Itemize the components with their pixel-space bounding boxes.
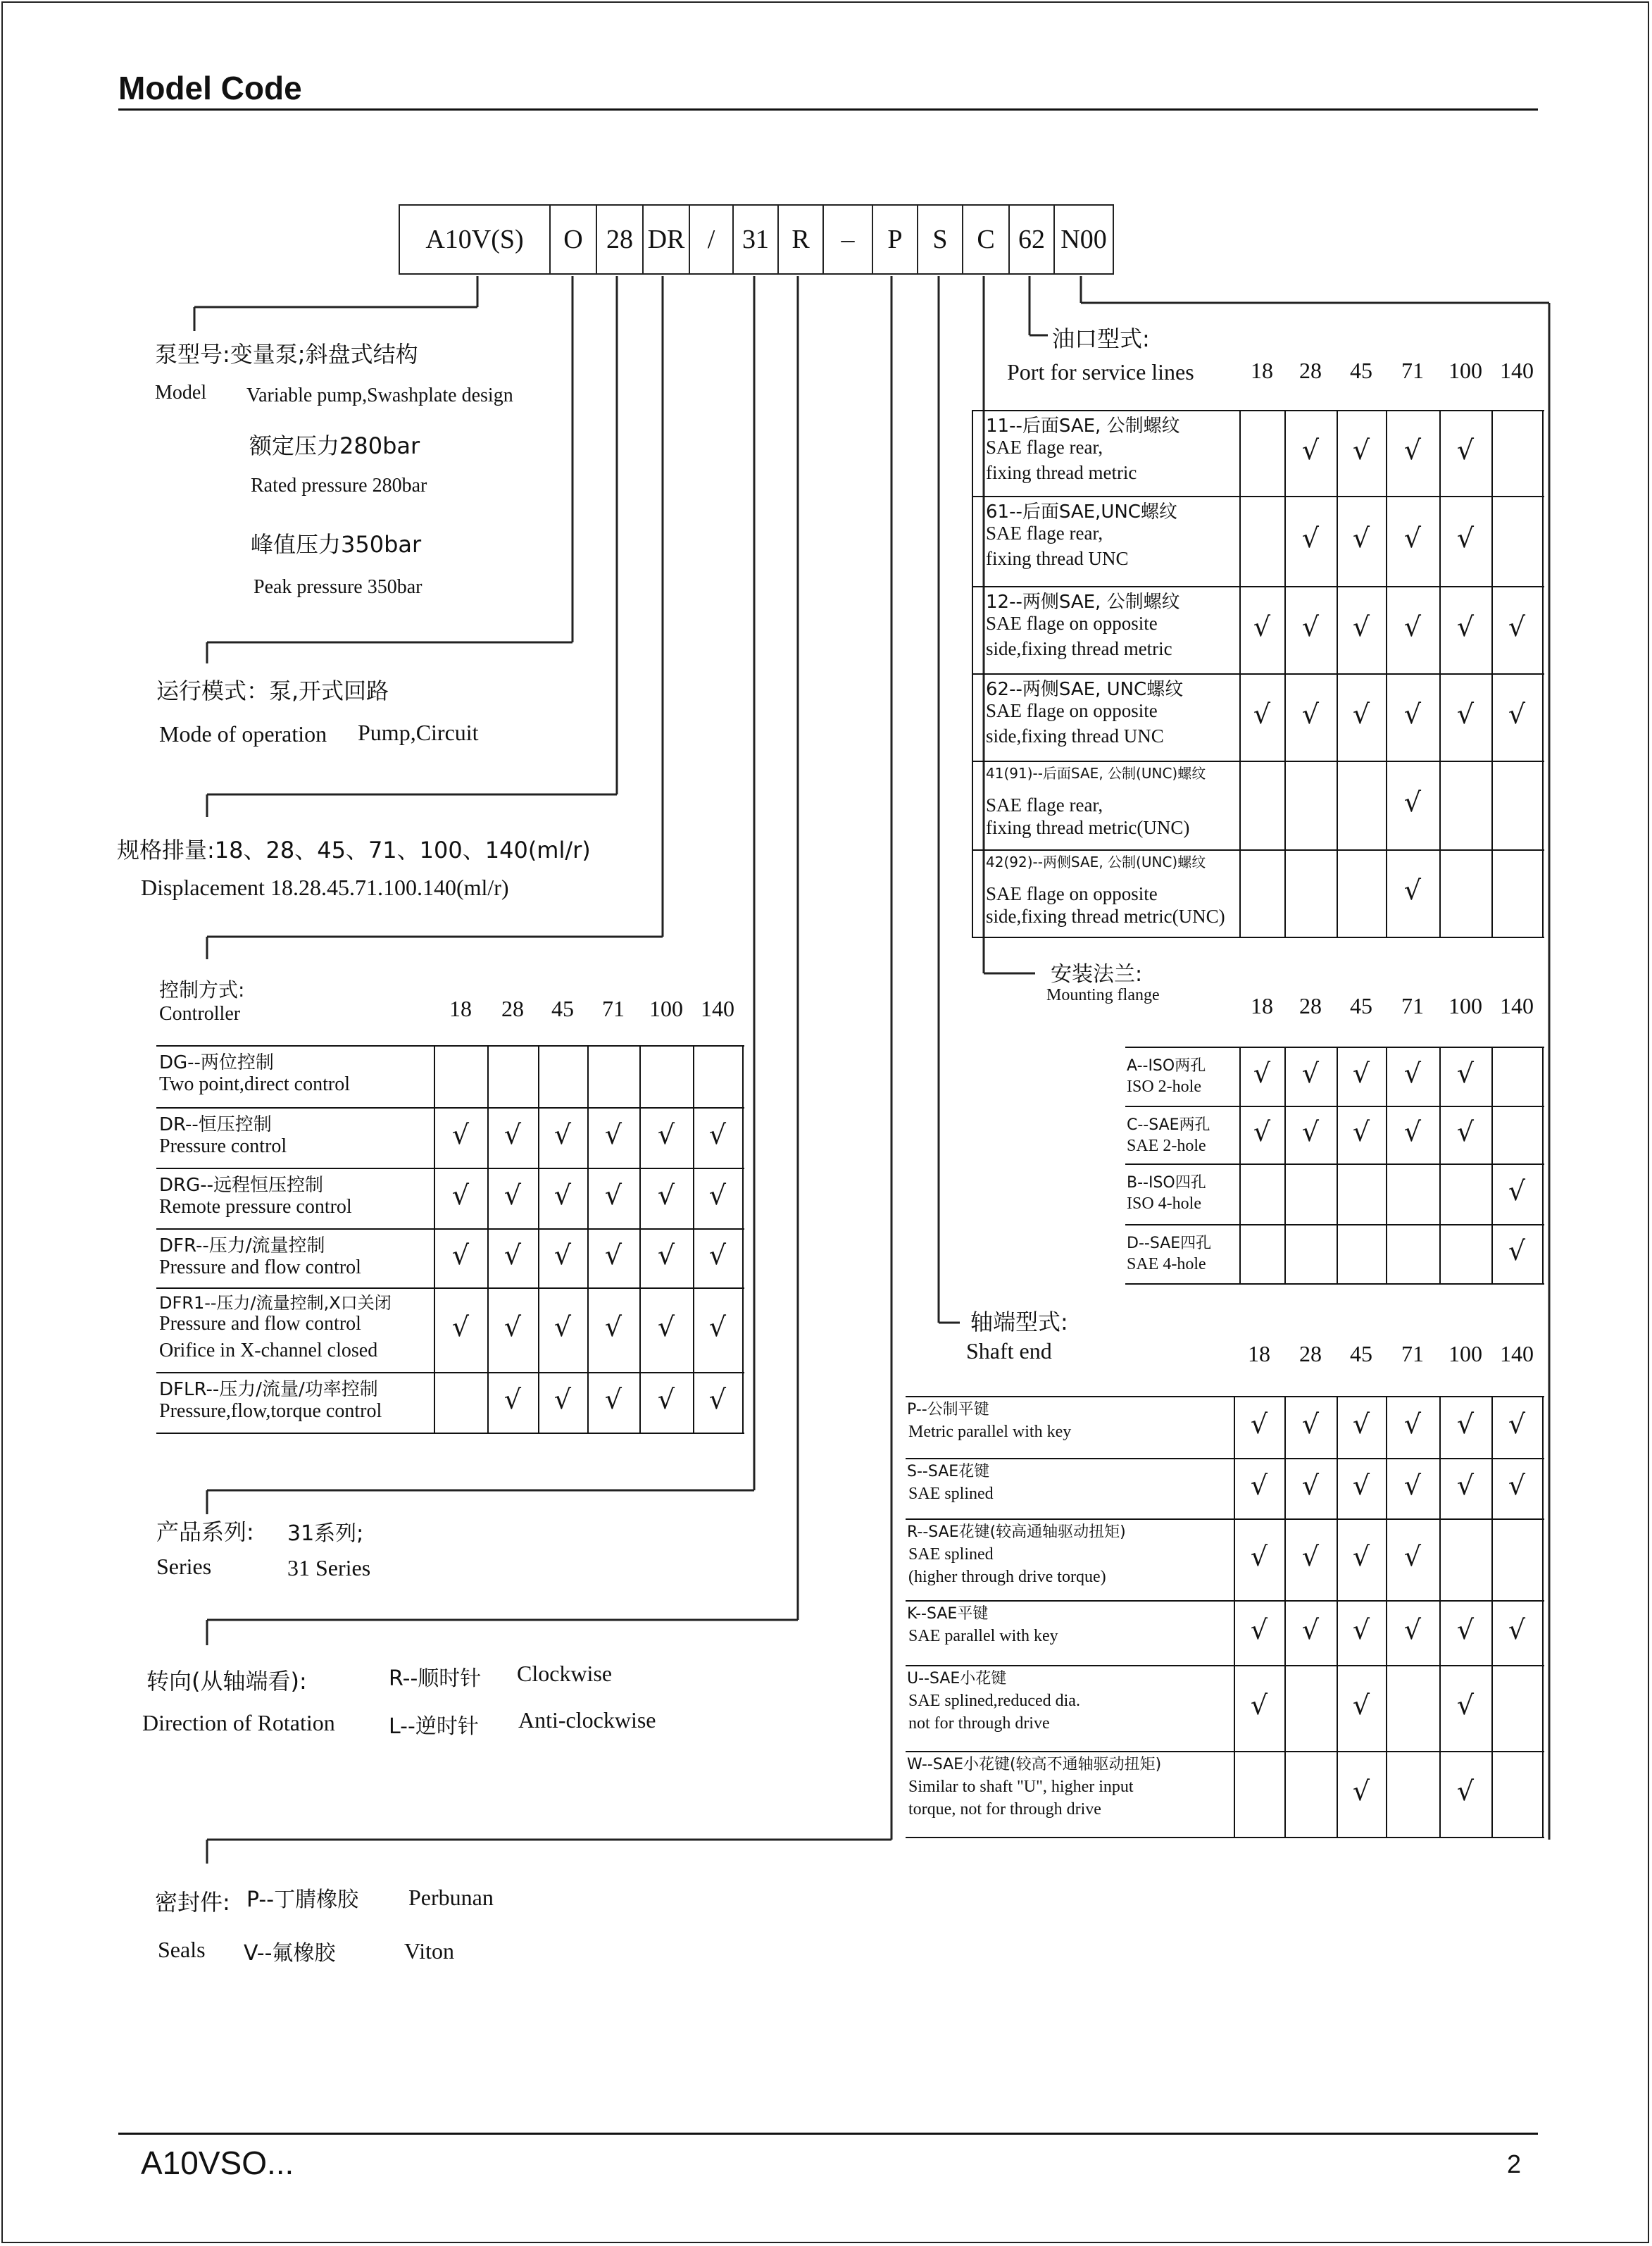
code-box: / bbox=[689, 204, 734, 275]
flange-row-rule bbox=[1125, 1163, 1544, 1165]
series-value-cn: 31系列; bbox=[287, 1521, 364, 1546]
shaft-title-cn: 轴端型式: bbox=[970, 1309, 1068, 1335]
port-row-desc-2: side,fixing thread UNC bbox=[986, 725, 1164, 747]
shaft-row-code: P--公制平键 bbox=[907, 1401, 989, 1418]
shaft-row-desc-2: (higher through drive torque) bbox=[908, 1568, 1106, 1586]
operation-value-en: Pump,Circuit bbox=[358, 720, 479, 745]
shaft-col-rule bbox=[1386, 1396, 1387, 1838]
controller-check-mark: √ bbox=[604, 1311, 622, 1342]
port-check-mark: √ bbox=[1508, 699, 1526, 730]
operation-label-en: Mode of operation bbox=[159, 721, 327, 747]
flange-size-label: 45 bbox=[1350, 993, 1372, 1018]
shaft-col-rule bbox=[1284, 1396, 1286, 1838]
flange-title-cn: 安装法兰: bbox=[1051, 962, 1143, 987]
flange-check-mark: √ bbox=[1301, 1058, 1320, 1089]
port-check-mark: √ bbox=[1403, 787, 1422, 818]
page-number: 2 bbox=[1507, 2150, 1522, 2178]
port-col-rule bbox=[1491, 410, 1493, 938]
port-col-rule bbox=[1386, 410, 1387, 938]
seals-label-en: Seals bbox=[158, 1937, 206, 1962]
port-row-desc: SAE flage on opposite bbox=[986, 700, 1158, 721]
controller-check-mark: √ bbox=[451, 1119, 470, 1150]
controller-check-mark: √ bbox=[657, 1311, 675, 1342]
flange-size-label: 100 bbox=[1448, 993, 1482, 1018]
controller-check-mark: √ bbox=[657, 1384, 675, 1415]
shaft-row-desc: Similar to shaft "U", higher input bbox=[908, 1778, 1134, 1796]
controller-check-mark: √ bbox=[503, 1119, 522, 1150]
port-row-code: 11--后面SAE, 公制螺纹 bbox=[986, 416, 1180, 437]
port-size-label: 28 bbox=[1299, 358, 1322, 383]
shaft-check-mark: √ bbox=[1456, 1614, 1475, 1645]
controller-row-desc-2: Orifice in X-channel closed bbox=[159, 1340, 378, 1361]
flange-check-mark: √ bbox=[1352, 1058, 1370, 1089]
controller-row-desc: Two point,direct control bbox=[159, 1073, 350, 1095]
controller-check-mark: √ bbox=[657, 1119, 675, 1150]
shaft-check-mark: √ bbox=[1352, 1541, 1370, 1572]
port-size-label: 45 bbox=[1350, 358, 1372, 383]
port-title-cn: 油口型式: bbox=[1052, 325, 1150, 352]
port-col-rule bbox=[1542, 410, 1544, 938]
flange-row-code: B--ISO四孔 bbox=[1127, 1174, 1206, 1192]
port-row-desc: SAE flage rear, bbox=[986, 523, 1103, 544]
controller-row-code: DR--恒压控制 bbox=[159, 1114, 272, 1135]
port-check-mark: √ bbox=[1301, 523, 1320, 554]
controller-col-rule bbox=[639, 1045, 641, 1434]
port-row-desc-2: fixing thread metric bbox=[986, 462, 1137, 483]
model-label-en: Model bbox=[155, 382, 207, 404]
port-check-mark: √ bbox=[1301, 435, 1320, 466]
controller-row-code: DG--两位控制 bbox=[159, 1052, 274, 1073]
shaft-row-desc: Metric parallel with key bbox=[908, 1423, 1072, 1441]
controller-check-mark: √ bbox=[708, 1180, 727, 1211]
shaft-col-rule bbox=[1439, 1396, 1441, 1838]
series-label-en: Series bbox=[156, 1554, 212, 1579]
code-box: S bbox=[917, 204, 963, 275]
shaft-check-mark: √ bbox=[1352, 1776, 1370, 1807]
shaft-row-code: R--SAE花键(较高通轴驱动扭矩) bbox=[907, 1523, 1126, 1541]
flange-check-mark: √ bbox=[1253, 1116, 1271, 1147]
model-desc-en: Variable pump,Swashplate design bbox=[246, 385, 513, 406]
flange-check-mark: √ bbox=[1456, 1116, 1475, 1147]
flange-check-mark: √ bbox=[1253, 1058, 1271, 1089]
controller-row-rule bbox=[156, 1372, 744, 1373]
controller-row-code: DFR1--压力/流量控制,X口关闭 bbox=[159, 1293, 392, 1313]
operation-label-cn: 运行模式：泵,开式回路 bbox=[156, 678, 389, 704]
controller-size-label: 18 bbox=[449, 996, 472, 1021]
flange-row-code: C--SAE两孔 bbox=[1127, 1116, 1210, 1134]
code-box: 31 bbox=[732, 204, 779, 275]
code-box: – bbox=[822, 204, 873, 275]
flange-row-code: A--ISO两孔 bbox=[1127, 1057, 1206, 1075]
shaft-check-mark: √ bbox=[1456, 1470, 1475, 1501]
shaft-row-rule bbox=[906, 1396, 1544, 1397]
shaft-col-rule bbox=[1542, 1396, 1544, 1838]
port-size-label: 18 bbox=[1251, 358, 1273, 383]
shaft-check-mark: √ bbox=[1403, 1409, 1422, 1440]
port-size-label: 71 bbox=[1401, 358, 1424, 383]
shaft-size-label: 140 bbox=[1500, 1341, 1534, 1366]
code-box: A10V(S) bbox=[399, 204, 551, 275]
port-row-desc-2: side,fixing thread metric bbox=[986, 638, 1172, 659]
port-check-mark: √ bbox=[1403, 435, 1422, 466]
shaft-size-label: 28 bbox=[1299, 1341, 1322, 1366]
shaft-check-mark: √ bbox=[1508, 1614, 1526, 1645]
flange-row-desc: SAE 4-hole bbox=[1127, 1255, 1206, 1273]
code-box: 28 bbox=[596, 204, 644, 275]
shaft-row-desc-2: not for through drive bbox=[908, 1714, 1050, 1733]
rotation-r-cn: R--顺时针 bbox=[389, 1666, 482, 1691]
shaft-check-mark: √ bbox=[1403, 1470, 1422, 1501]
flange-check-mark: √ bbox=[1508, 1175, 1526, 1206]
shaft-check-mark: √ bbox=[1301, 1470, 1320, 1501]
port-col-rule bbox=[1337, 410, 1338, 938]
shaft-check-mark: √ bbox=[1301, 1541, 1320, 1572]
port-row-code: 41(91)--后面SAE, 公制(UNC)螺纹 bbox=[986, 765, 1206, 782]
port-row-desc-2: fixing thread metric(UNC) bbox=[986, 817, 1190, 838]
code-box: N00 bbox=[1053, 204, 1114, 275]
shaft-size-label: 71 bbox=[1401, 1341, 1424, 1366]
port-row-desc: SAE flage rear, bbox=[986, 794, 1103, 816]
controller-size-label: 71 bbox=[602, 996, 625, 1021]
controller-row-desc: Pressure,flow,torque control bbox=[159, 1400, 382, 1422]
flange-col-rule bbox=[1284, 1047, 1286, 1285]
shaft-row-desc: SAE splined bbox=[908, 1485, 994, 1503]
flange-title-en: Mounting flange bbox=[1046, 986, 1160, 1004]
displacement-label-en: Displacement 18.28.45.71.100.140(ml/r) bbox=[141, 875, 509, 900]
shaft-col-rule bbox=[1337, 1396, 1338, 1838]
controller-row-desc: Pressure and flow control bbox=[159, 1313, 361, 1335]
shaft-check-mark: √ bbox=[1352, 1690, 1370, 1721]
code-box: C bbox=[962, 204, 1010, 275]
port-check-mark: √ bbox=[1403, 611, 1422, 642]
shaft-check-mark: √ bbox=[1508, 1409, 1526, 1440]
rotation-label-en: Direction of Rotation bbox=[142, 1710, 335, 1735]
controller-check-mark: √ bbox=[604, 1119, 622, 1150]
shaft-check-mark: √ bbox=[1250, 1541, 1268, 1572]
port-row-desc: SAE flage rear, bbox=[986, 437, 1103, 458]
port-check-mark: √ bbox=[1456, 699, 1475, 730]
seals-v-cn: V--氟橡胶 bbox=[244, 1941, 336, 1966]
port-row-desc-2: side,fixing thread metric(UNC) bbox=[986, 906, 1225, 927]
controller-check-mark: √ bbox=[708, 1311, 727, 1342]
port-row-desc: SAE flage on opposite bbox=[986, 883, 1158, 904]
footer-rule bbox=[118, 2133, 1538, 2135]
controller-title-en: Controller bbox=[159, 1003, 241, 1025]
controller-check-mark: √ bbox=[553, 1180, 572, 1211]
port-col-rule bbox=[972, 410, 973, 938]
rotation-r-en: Clockwise bbox=[517, 1661, 613, 1686]
seals-p-en: Perbunan bbox=[408, 1885, 494, 1910]
port-col-rule bbox=[1239, 410, 1241, 938]
controller-col-rule bbox=[587, 1045, 589, 1434]
controller-size-label: 45 bbox=[551, 996, 574, 1021]
port-title-en: Port for service lines bbox=[1007, 359, 1194, 385]
controller-row-code: DFLR--压力/流量/功率控制 bbox=[159, 1379, 378, 1400]
controller-col-rule bbox=[538, 1045, 539, 1434]
controller-col-rule bbox=[434, 1045, 435, 1434]
flange-size-label: 18 bbox=[1251, 993, 1273, 1018]
controller-row-rule bbox=[156, 1107, 744, 1109]
port-row-code: 42(92)--两侧SAE, 公制(UNC)螺纹 bbox=[986, 854, 1206, 871]
flange-row-rule bbox=[1125, 1283, 1544, 1285]
port-check-mark: √ bbox=[1253, 699, 1271, 730]
flange-check-mark: √ bbox=[1352, 1116, 1370, 1147]
port-check-mark: √ bbox=[1352, 523, 1370, 554]
flange-row-rule bbox=[1125, 1224, 1544, 1225]
series-value-en: 31 Series bbox=[287, 1555, 371, 1580]
port-row-desc-2: fixing thread UNC bbox=[986, 548, 1129, 569]
port-check-mark: √ bbox=[1253, 611, 1271, 642]
controller-size-label: 28 bbox=[501, 996, 524, 1021]
flange-check-mark: √ bbox=[1301, 1116, 1320, 1147]
port-check-mark: √ bbox=[1403, 699, 1422, 730]
code-box: R bbox=[777, 204, 824, 275]
flange-check-mark: √ bbox=[1508, 1235, 1526, 1266]
port-row-code: 62--两侧SAE, UNC螺纹 bbox=[986, 679, 1184, 700]
seals-label-cn: 密封件: bbox=[155, 1889, 230, 1916]
controller-check-mark: √ bbox=[604, 1384, 622, 1415]
port-check-mark: √ bbox=[1508, 611, 1526, 642]
shaft-title-en: Shaft end bbox=[966, 1338, 1052, 1364]
displacement-label-cn: 规格排量:18、28、45、71、100、140(ml/r) bbox=[117, 837, 591, 863]
port-check-mark: √ bbox=[1456, 523, 1475, 554]
flange-size-label: 71 bbox=[1401, 993, 1424, 1018]
controller-check-mark: √ bbox=[657, 1240, 675, 1271]
model-label-cn: 泵型号:变量泵;斜盘式结构 bbox=[155, 341, 418, 368]
controller-check-mark: √ bbox=[503, 1384, 522, 1415]
shaft-check-mark: √ bbox=[1456, 1409, 1475, 1440]
controller-row-desc: Pressure and flow control bbox=[159, 1256, 361, 1278]
footer-model: A10VSO... bbox=[141, 2145, 294, 2181]
flange-check-mark: √ bbox=[1403, 1058, 1422, 1089]
shaft-check-mark: √ bbox=[1301, 1409, 1320, 1440]
flange-size-label: 140 bbox=[1500, 993, 1534, 1018]
controller-row-rule bbox=[156, 1045, 744, 1047]
peak-pressure-cn: 峰值压力350bar bbox=[251, 531, 422, 558]
port-col-rule bbox=[1284, 410, 1286, 938]
controller-check-mark: √ bbox=[553, 1384, 572, 1415]
flange-row-rule bbox=[1125, 1047, 1544, 1048]
port-check-mark: √ bbox=[1403, 875, 1422, 906]
port-check-mark: √ bbox=[1352, 611, 1370, 642]
shaft-row-desc: SAE splined,reduced dia. bbox=[908, 1692, 1080, 1710]
flange-col-rule bbox=[1542, 1047, 1544, 1285]
shaft-check-mark: √ bbox=[1301, 1614, 1320, 1645]
controller-row-code: DRG--远程恒压控制 bbox=[159, 1175, 323, 1196]
controller-check-mark: √ bbox=[503, 1240, 522, 1271]
peak-pressure-en: Peak pressure 350bar bbox=[254, 576, 423, 598]
flange-col-rule bbox=[1337, 1047, 1338, 1285]
code-box: P bbox=[872, 204, 918, 275]
shaft-check-mark: √ bbox=[1403, 1614, 1422, 1645]
flange-size-label: 28 bbox=[1299, 993, 1322, 1018]
seals-v-en: Viton bbox=[404, 1938, 454, 1964]
controller-row-desc: Pressure control bbox=[159, 1135, 287, 1157]
controller-title-cn: 控制方式: bbox=[159, 978, 245, 1002]
controller-row-code: DFR--压力/流量控制 bbox=[159, 1235, 325, 1256]
shaft-row-code: W--SAE小花键(较高不通轴驱动扭矩) bbox=[907, 1756, 1162, 1773]
controller-check-mark: √ bbox=[657, 1180, 675, 1211]
shaft-row-rule bbox=[906, 1458, 1544, 1459]
shaft-row-rule bbox=[906, 1837, 1544, 1838]
flange-check-mark: √ bbox=[1403, 1116, 1422, 1147]
controller-col-rule bbox=[693, 1045, 694, 1434]
shaft-check-mark: √ bbox=[1250, 1409, 1268, 1440]
controller-check-mark: √ bbox=[503, 1180, 522, 1211]
shaft-col-rule bbox=[1491, 1396, 1493, 1838]
port-col-rule bbox=[1439, 410, 1441, 938]
flange-row-rule bbox=[1125, 1106, 1544, 1107]
controller-size-label: 140 bbox=[701, 996, 734, 1021]
controller-check-mark: √ bbox=[503, 1311, 522, 1342]
rated-pressure-cn: 额定压力280bar bbox=[249, 432, 420, 459]
shaft-row-desc: SAE splined bbox=[908, 1545, 994, 1564]
controller-check-mark: √ bbox=[708, 1119, 727, 1150]
rotation-l-cn: L--逆时针 bbox=[389, 1714, 479, 1739]
port-check-mark: √ bbox=[1403, 523, 1422, 554]
shaft-check-mark: √ bbox=[1352, 1409, 1370, 1440]
shaft-row-desc: SAE parallel with key bbox=[908, 1627, 1058, 1645]
shaft-check-mark: √ bbox=[1456, 1776, 1475, 1807]
port-check-mark: √ bbox=[1301, 699, 1320, 730]
port-check-mark: √ bbox=[1352, 435, 1370, 466]
flange-col-rule bbox=[1491, 1047, 1493, 1285]
flange-row-code: D--SAE四孔 bbox=[1127, 1235, 1212, 1252]
port-row-rule bbox=[972, 937, 1544, 938]
shaft-check-mark: √ bbox=[1508, 1470, 1526, 1501]
port-check-mark: √ bbox=[1352, 699, 1370, 730]
shaft-col-rule bbox=[1234, 1396, 1235, 1838]
controller-check-mark: √ bbox=[553, 1240, 572, 1271]
code-box: O bbox=[549, 204, 597, 275]
controller-check-mark: √ bbox=[604, 1240, 622, 1271]
port-row-desc: SAE flage on opposite bbox=[986, 613, 1158, 634]
rated-pressure-en: Rated pressure 280bar bbox=[251, 475, 427, 497]
shaft-row-rule bbox=[906, 1600, 1544, 1602]
shaft-check-mark: √ bbox=[1352, 1470, 1370, 1501]
port-check-mark: √ bbox=[1456, 611, 1475, 642]
controller-check-mark: √ bbox=[604, 1180, 622, 1211]
shaft-check-mark: √ bbox=[1403, 1541, 1422, 1572]
flange-check-mark: √ bbox=[1456, 1058, 1475, 1089]
flange-col-rule bbox=[1386, 1047, 1387, 1285]
flange-row-desc: ISO 4-hole bbox=[1127, 1194, 1201, 1213]
port-check-mark: √ bbox=[1301, 611, 1320, 642]
shaft-size-label: 18 bbox=[1248, 1341, 1270, 1366]
port-check-mark: √ bbox=[1456, 435, 1475, 466]
controller-check-mark: √ bbox=[553, 1119, 572, 1150]
controller-check-mark: √ bbox=[553, 1311, 572, 1342]
shaft-check-mark: √ bbox=[1250, 1690, 1268, 1721]
controller-row-rule bbox=[156, 1433, 744, 1434]
shaft-size-label: 45 bbox=[1350, 1341, 1372, 1366]
rotation-l-en: Anti-clockwise bbox=[518, 1707, 656, 1733]
port-row-code: 12--两侧SAE, 公制螺纹 bbox=[986, 592, 1180, 613]
shaft-check-mark: √ bbox=[1456, 1690, 1475, 1721]
controller-check-mark: √ bbox=[708, 1240, 727, 1271]
flange-row-desc: ISO 2-hole bbox=[1127, 1078, 1201, 1096]
series-label-cn: 产品系列: bbox=[156, 1518, 254, 1545]
shaft-row-code: S--SAE花键 bbox=[907, 1463, 990, 1480]
port-row-code: 61--后面SAE,UNC螺纹 bbox=[986, 501, 1177, 523]
controller-row-rule bbox=[156, 1228, 744, 1230]
controller-check-mark: √ bbox=[451, 1240, 470, 1271]
controller-check-mark: √ bbox=[451, 1311, 470, 1342]
controller-check-mark: √ bbox=[451, 1180, 470, 1211]
flange-col-rule bbox=[1439, 1047, 1441, 1285]
code-box: 62 bbox=[1008, 204, 1055, 275]
rotation-label-cn: 转向(从轴端看): bbox=[146, 1668, 307, 1695]
controller-size-label: 100 bbox=[649, 996, 683, 1021]
shaft-check-mark: √ bbox=[1250, 1470, 1268, 1501]
shaft-row-code: U--SAE小花键 bbox=[907, 1670, 1007, 1687]
port-size-label: 100 bbox=[1448, 358, 1482, 383]
page-title: Model Code bbox=[118, 70, 302, 106]
shaft-row-code: K--SAE平键 bbox=[907, 1605, 989, 1623]
shaft-size-label: 100 bbox=[1448, 1341, 1482, 1366]
shaft-row-desc-2: torque, not for through drive bbox=[908, 1800, 1101, 1818]
code-box: DR bbox=[642, 204, 690, 275]
controller-col-rule bbox=[742, 1045, 744, 1434]
controller-col-rule bbox=[487, 1045, 489, 1434]
controller-row-desc: Remote pressure control bbox=[159, 1196, 352, 1218]
port-size-label: 140 bbox=[1500, 358, 1534, 383]
shaft-check-mark: √ bbox=[1250, 1614, 1268, 1645]
shaft-check-mark: √ bbox=[1352, 1614, 1370, 1645]
controller-check-mark: √ bbox=[708, 1384, 727, 1415]
seals-p-cn: P--丁腈橡胶 bbox=[246, 1888, 359, 1912]
controller-row-rule bbox=[156, 1168, 744, 1169]
flange-row-desc: SAE 2-hole bbox=[1127, 1137, 1206, 1155]
